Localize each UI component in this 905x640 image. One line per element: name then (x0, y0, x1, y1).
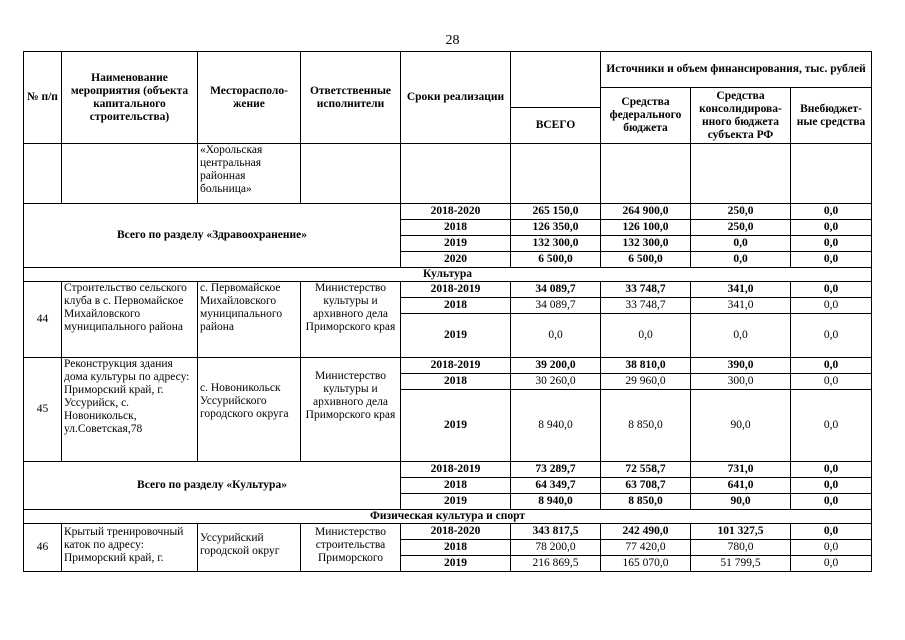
cell-offbudget: 0,0 (791, 540, 872, 556)
cell-federal: 165 070,0 (601, 556, 691, 572)
cell-period: 2018 (401, 220, 511, 236)
cell-federal: 29 960,0 (601, 374, 691, 390)
cell-federal: 126 100,0 (601, 220, 691, 236)
item-name: Строительство сельского клуба в с. Первомайское Михайловского муниципального района (62, 282, 198, 358)
cell-offbudget: 0,0 (791, 358, 872, 374)
continued-row (24, 144, 872, 204)
cell-offbudget: 0,0 (791, 282, 872, 298)
cell-offbudget: 0,0 (791, 252, 872, 268)
cell-federal: 33 748,7 (601, 282, 691, 298)
header-num: № п/п (24, 52, 62, 144)
table-row-item-44 (24, 282, 872, 298)
cell-regional: 0,0 (691, 236, 791, 252)
cell-federal: 8 850,0 (601, 494, 691, 510)
cell-period: 2018 (401, 478, 511, 494)
cell-federal: 6 500,0 (601, 252, 691, 268)
header-federal: Средства федерального бюджета (601, 88, 691, 144)
cell-period: 2019 (401, 314, 511, 358)
cell-total: 343 817,5 (511, 524, 601, 540)
item-responsible: Министерство строительства Приморского (301, 524, 401, 572)
cell-offbudget: 0,0 (791, 478, 872, 494)
cell-federal: 38 810,0 (601, 358, 691, 374)
cell-period: 2018-2019 (401, 462, 511, 478)
cell-regional: 641,0 (691, 478, 791, 494)
cell-regional: 90,0 (691, 390, 791, 462)
cell-offbudget: 0,0 (791, 314, 872, 358)
cell-offbudget: 0,0 (791, 494, 872, 510)
item-location: с. Новоникольск Уссурийского городского округа (198, 358, 301, 462)
header-period: Сроки реализации (401, 52, 511, 144)
item-number: 45 (24, 358, 62, 462)
page-number: 28 (445, 33, 460, 48)
cell-total: 216 869,5 (511, 556, 601, 572)
cell-regional: 300,0 (691, 374, 791, 390)
cell-regional: 780,0 (691, 540, 791, 556)
cell-regional: 250,0 (691, 220, 791, 236)
cell-regional: 341,0 (691, 282, 791, 298)
cell-period: 2018 (401, 374, 511, 390)
section-title-sport: Физическая культура и спорт (24, 510, 872, 524)
header-sources: Источники и объем финансирования, тыс. рублей (601, 52, 872, 88)
cell-offbudget: 0,0 (791, 524, 872, 540)
section-row-culture (24, 268, 872, 282)
item-number: 46 (24, 524, 62, 572)
item-number: 44 (24, 282, 62, 358)
cell-federal: 0,0 (601, 314, 691, 358)
cell-regional: 731,0 (691, 462, 791, 478)
cell-federal: 8 850,0 (601, 390, 691, 462)
cell-offbudget: 0,0 (791, 462, 872, 478)
cell-total: 126 350,0 (511, 220, 601, 236)
cell-federal: 264 900,0 (601, 204, 691, 220)
health-total-label: Всего по разделу «Здравоохранение» (24, 204, 401, 268)
cell-period: 2018 (401, 298, 511, 314)
cell-federal: 242 490,0 (601, 524, 691, 540)
cell-period: 2018-2020 (401, 204, 511, 220)
cell-total: 34 089,7 (511, 298, 601, 314)
item-name: Реконструкция здания дома культуры по адресу: Приморский край, г. Уссурийск, с. Новоникольск, ул.Советская,78 (62, 358, 198, 462)
section-title-culture: Культура (24, 268, 872, 282)
cell-regional: 341,0 (691, 298, 791, 314)
cell-total: 64 349,7 (511, 478, 601, 494)
cell-period: 2018-2020 (401, 524, 511, 540)
header-location: Месторасполо- жение (198, 52, 301, 144)
cell-offbudget: 0,0 (791, 220, 872, 236)
item-responsible: Министерство культуры и архивного дела Приморского края (301, 282, 401, 358)
header-regional: Средства консолидирова- нного бюджета субъекта РФ (691, 88, 791, 144)
cell-total: 132 300,0 (511, 236, 601, 252)
cell-federal: 63 708,7 (601, 478, 691, 494)
cell-total: 39 200,0 (511, 358, 601, 374)
cell-regional: 390,0 (691, 358, 791, 374)
cell-offbudget: 0,0 (791, 390, 872, 462)
cell-total: 0,0 (511, 314, 601, 358)
continued-location: «Хорольская центральная районная больница» (198, 144, 301, 204)
cell-offbudget: 0,0 (791, 556, 872, 572)
cell-regional: 0,0 (691, 252, 791, 268)
item-location: Уссурийский городской округ (198, 524, 301, 572)
cell-offbudget: 0,0 (791, 298, 872, 314)
cell-total: 73 289,7 (511, 462, 601, 478)
cell-total: 34 089,7 (511, 282, 601, 298)
cell-regional: 101 327,5 (691, 524, 791, 540)
cell-regional: 250,0 (691, 204, 791, 220)
cell-offbudget: 0,0 (791, 374, 872, 390)
cell-federal: 72 558,7 (601, 462, 691, 478)
cell-period: 2018 (401, 540, 511, 556)
table-row-item-46 (24, 524, 872, 540)
cell-offbudget: 0,0 (791, 204, 872, 220)
cell-period: 2019 (401, 390, 511, 462)
header-offbudget: Внебюджет- ные средства (791, 88, 872, 144)
table-row-item-45 (24, 358, 872, 374)
header-name: Наименование мероприятия (объекта капитального строительства) (62, 52, 198, 144)
header-responsible: Ответственные исполнители (301, 52, 401, 144)
cell-period: 2019 (401, 556, 511, 572)
cell-offbudget: 0,0 (791, 236, 872, 252)
cell-federal: 77 420,0 (601, 540, 691, 556)
item-responsible: Министерство культуры и архивного дела Приморского края (301, 358, 401, 462)
section-row-sport (24, 510, 872, 524)
cell-period: 2019 (401, 494, 511, 510)
cell-period: 2018-2019 (401, 358, 511, 374)
financing-table (23, 51, 872, 572)
item-location: с. Первомайское Михайловского муниципального района (198, 282, 301, 358)
cell-total: 8 940,0 (511, 390, 601, 462)
header-total: ВСЕГО (511, 108, 601, 144)
cell-total: 78 200,0 (511, 540, 601, 556)
cell-total: 265 150,0 (511, 204, 601, 220)
culture-total-row (24, 462, 872, 478)
cell-regional: 0,0 (691, 314, 791, 358)
cell-total: 8 940,0 (511, 494, 601, 510)
cell-regional: 51 799,5 (691, 556, 791, 572)
item-name: Крытый тренировочный каток по адресу: Приморский край, г. (62, 524, 198, 572)
health-total-row (24, 204, 872, 220)
header-blank (511, 52, 601, 108)
cell-federal: 132 300,0 (601, 236, 691, 252)
cell-period: 2019 (401, 236, 511, 252)
cell-period: 2020 (401, 252, 511, 268)
cell-federal: 33 748,7 (601, 298, 691, 314)
culture-total-label: Всего по разделу «Культура» (24, 462, 401, 510)
header-row-1 (24, 52, 872, 88)
cell-regional: 90,0 (691, 494, 791, 510)
cell-period: 2018-2019 (401, 282, 511, 298)
cell-total: 6 500,0 (511, 252, 601, 268)
cell-total: 30 260,0 (511, 374, 601, 390)
